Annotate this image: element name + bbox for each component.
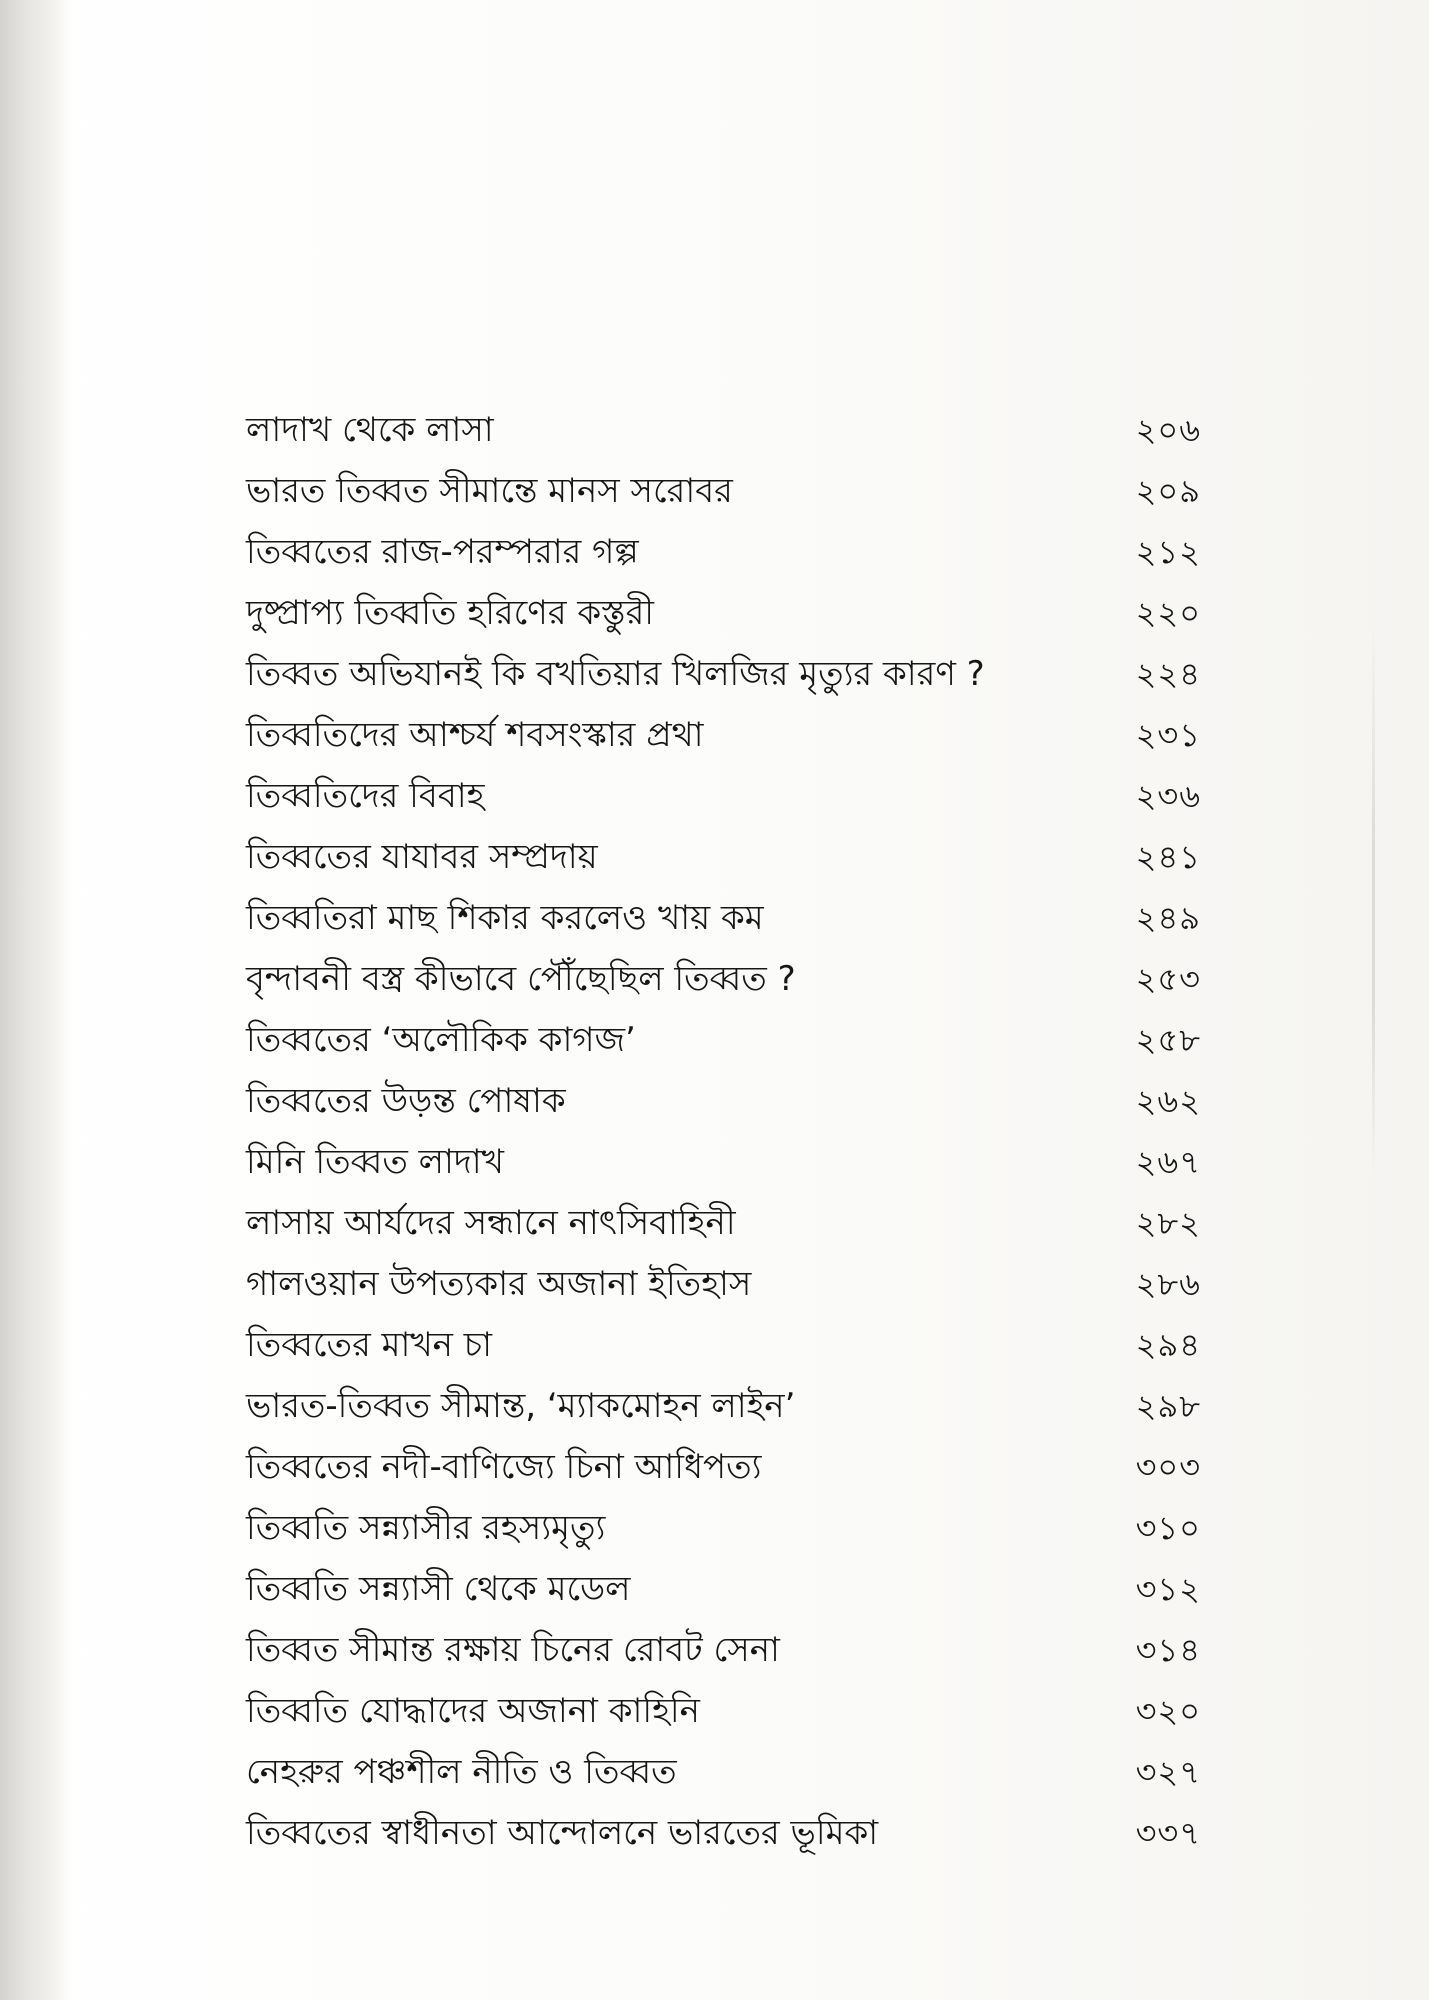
toc-entry-title: মিনি তিব্বত লাদাখ	[246, 1142, 504, 1182]
toc-entry-title: লাদাখ থেকে লাসা	[246, 410, 494, 450]
toc-entry	[246, 1071, 1201, 1132]
toc-entry-title: গালওয়ান উপত্যকার অজানা ইতিহাস	[246, 1264, 752, 1304]
toc-entry	[246, 461, 1201, 522]
toc-entry-title: তিব্বতিদের আশ্চর্য শবসংস্কার প্রথা	[246, 715, 704, 755]
toc-entry	[246, 766, 1201, 827]
toc-entry	[246, 1559, 1201, 1620]
toc-entry	[246, 1193, 1201, 1254]
toc-entry	[246, 888, 1201, 949]
toc-entry-title: ভারত তিব্বত সীমান্তে মানস সরোবর	[246, 471, 733, 511]
toc-entry	[246, 705, 1201, 766]
toc-entry-page: ২৯৪	[1135, 1326, 1201, 1364]
toc-entry	[246, 1742, 1201, 1803]
toc-entry-title: তিব্বতের স্বাধীনতা আন্দোলনে ভারতের ভূমিকা	[246, 1813, 879, 1853]
toc-entry	[246, 400, 1201, 461]
toc-entry-page: ২২৪	[1135, 655, 1201, 693]
toc-entry-page: ২১২	[1135, 533, 1201, 571]
toc-entry-page: ২৮৬	[1135, 1265, 1201, 1303]
toc-entry-page: ২৬৭	[1135, 1143, 1201, 1181]
toc-entry	[246, 1803, 1201, 1864]
toc-entry-page: ৩১০	[1135, 1509, 1201, 1547]
toc-entry-title: তিব্বতের মাখন চা	[246, 1325, 492, 1365]
toc-entry-title: তিব্বতি যোদ্ধাদের অজানা কাহিনি	[246, 1691, 700, 1731]
toc-entry-title: তিব্বতের যাযাবর সম্প্রদায়	[246, 837, 598, 877]
toc-entry	[246, 1010, 1201, 1071]
toc-entry-title: তিব্বতিরা মাছ শিকার করলেও খায় কম	[246, 898, 764, 938]
toc-entry-title: তিব্বতের নদী-বাণিজ্যে চিনা আধিপত্য	[246, 1447, 762, 1487]
toc-entry-page: ২২০	[1135, 594, 1201, 632]
toc-entry-page: ২৫৩	[1135, 960, 1201, 998]
toc-entry-page: ২৪১	[1135, 838, 1201, 876]
toc-entry	[246, 1132, 1201, 1193]
toc-entry	[246, 583, 1201, 644]
toc-entry-page: ২৪৯	[1135, 899, 1201, 937]
toc-entry-title: তিব্বতের উড়ন্ত পোষাক	[246, 1081, 566, 1121]
toc-entry-page: ২৮২	[1135, 1204, 1201, 1242]
toc-entry	[246, 1315, 1201, 1376]
toc-entry	[246, 1376, 1201, 1437]
toc-entry-page: ৩২৭	[1135, 1753, 1201, 1791]
toc-entry	[246, 1437, 1201, 1498]
toc-entry-page: ২৩১	[1135, 716, 1201, 754]
toc-entry-title: ভারত-তিব্বত সীমান্ত, ‘ম্যাকমোহন লাইন’	[246, 1386, 796, 1426]
toc-entry-title: নেহরুর পঞ্চশীল নীতি ও তিব্বত	[246, 1752, 677, 1792]
toc-entry	[246, 1254, 1201, 1315]
table-of-contents	[246, 400, 1201, 1864]
page-crease	[1372, 620, 1375, 1180]
spine-shadow	[0, 0, 72, 2000]
toc-entry-title: তিব্বতি সন্ন্যাসীর রহস্যমৃত্যু	[246, 1508, 606, 1548]
toc-entry-page: ৩৩৭	[1135, 1814, 1201, 1852]
toc-entry	[246, 949, 1201, 1010]
toc-entry-page: ৩২০	[1135, 1692, 1201, 1730]
toc-entry	[246, 522, 1201, 583]
toc-entry-page: ২৬২	[1135, 1082, 1201, 1120]
toc-entry	[246, 1620, 1201, 1681]
toc-entry-title: তিব্বত অভিযানই কি বখতিয়ার খিলজির মৃত্যুর কারণ ?	[246, 654, 985, 694]
toc-entry-title: তিব্বতের ‘অলৌকিক কাগজ’	[246, 1020, 636, 1060]
toc-entry-page: ২০৯	[1135, 472, 1201, 510]
toc-entry-page: ৩০৩	[1135, 1448, 1201, 1486]
toc-entry-page: ৩১২	[1135, 1570, 1201, 1608]
toc-entry-title: তিব্বতের রাজ-পরম্পরার গল্প	[246, 532, 639, 572]
toc-entry-title: তিব্বতি সন্ন্যাসী থেকে মডেল	[246, 1569, 631, 1609]
toc-entry	[246, 1681, 1201, 1742]
toc-entry-title: দুষ্প্রাপ্য তিব্বতি হরিণের কস্তুরী	[246, 593, 655, 633]
toc-entry-title: তিব্বত সীমান্ত রক্ষায় চিনের রোবট সেনা	[246, 1630, 780, 1670]
toc-entry	[246, 1498, 1201, 1559]
toc-entry-title: তিব্বতিদের বিবাহ	[246, 776, 485, 816]
toc-entry-page: ২০৬	[1135, 411, 1201, 449]
toc-entry-page: ৩১৪	[1135, 1631, 1201, 1669]
toc-entry-title: বৃন্দাবনী বস্ত্র কীভাবে পৌঁছেছিল তিব্বত ?	[246, 959, 796, 999]
toc-entry-title: লাসায় আর্যদের সন্ধানে নাৎসিবাহিনী	[246, 1203, 736, 1243]
toc-entry-page: ২৫৮	[1135, 1021, 1201, 1059]
toc-entry	[246, 644, 1201, 705]
toc-entry-page: ২৯৮	[1135, 1387, 1201, 1425]
toc-entry	[246, 827, 1201, 888]
toc-entry-page: ২৩৬	[1135, 777, 1201, 815]
